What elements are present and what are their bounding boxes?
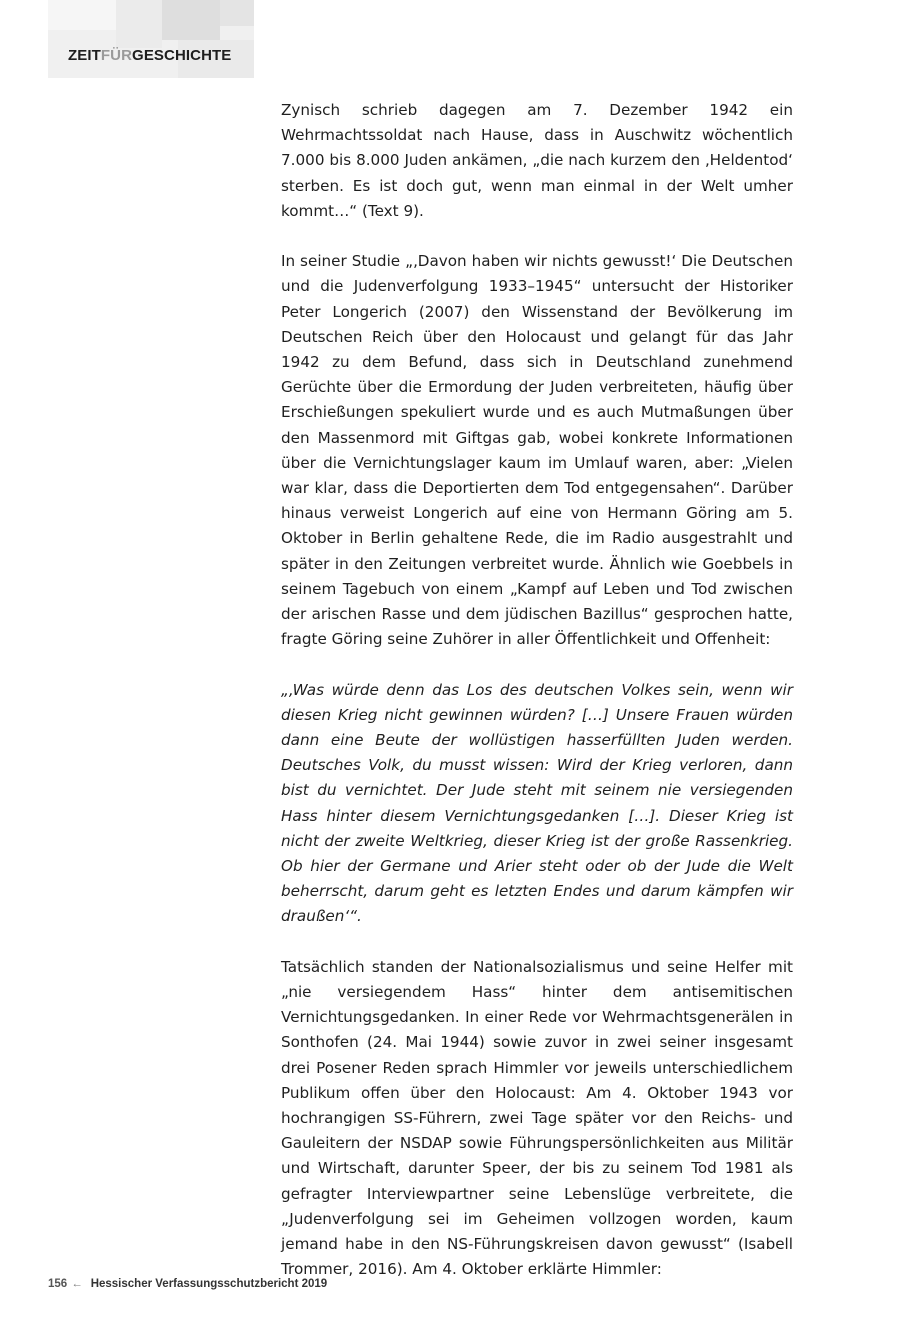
publication-title: Hessischer Verfassungsschutzbericht 2019	[90, 1278, 328, 1290]
header-tile	[162, 0, 220, 40]
arrow-left-icon: ←	[71, 1278, 83, 1290]
section-title	[68, 46, 231, 66]
paragraph: In seiner Studie „‚Davon haben wir nichts gewusst!‘ Die Deutschen und die Judenverfolgung 1933–1945“ untersucht der Historiker Peter Longerich (2007) den Wissenstand der Bevölkerung im Deutschen Reich über den Holocaust und gelangt für das Jahr 1942 zu dem Befund, dass sich in Deutschland zunehmend Gerüchte über die Ermordung der Juden verbreiteten, häufig über Erschießungen spekuliert wurde und es auch Mutmaßungen über den Massenmord mit Giftgas gab, wobei konkrete Informationen über die Vernichtungslager kaum im Umlauf waren, aber: „Vielen war klar, dass die Deportierten dem Tod entgegensahen“. Darüber hinaus verweist Longerich auf eine von Hermann Göring am 5. Oktober in Berlin gehaltene Rede, die im Radio ausgestrahlt und später in den Zeitungen verbreitet wurde. Ähnlich wie Goebbels in seinem Tagebuch von einem „Kampf auf Leben und Tod zwischen der arischen Rasse und dem jüdischen Bazillus“ gesprochen hatte, fragte Göring seine Zuhörer in aller Öffentlichkeit und Offenheit:	[281, 252, 793, 649]
header-tile	[116, 0, 162, 48]
paragraph: Tatsächlich standen der Nationalsozialismus und seine Helfer mit „nie versiegendem Hass“ hinter dem antisemitischen Vernichtungsgedanken. In einer Rede vor Wehrmachtsgenerälen in Sonthofen (24. Mai 1944) sowie zuvor in zwei seiner insgesamt drei Posener Reden sprach Himmler vor jeweils unterschiedlichem Publikum offen über den Holocaust: Am 4. Oktober 1943 vor hochrangigen SS-Führern, zwei Tage später vor den Reichs- und Gauleitern der NSDAP sowie Führungspersönlichkeiten aus Militär und Wirtschaft, darunter Speer, der bis zu seinem Tod 1981 als gefragter Interviewpartner seine Lebenslüge verbreitete, die „Judenverfolgung sei im Geheimen vollzogen worden, kaum jemand habe in den NS-Führungskreisen davon gewusst“ (Isabell Trommer, 2016). Am 4. Oktober erklärte Himmler:	[281, 957, 793, 1279]
paragraph: Zynisch schrieb dagegen am 7. Dezember 1942 ein Wehrmachtssoldat nach Hause, dass in Auschwitz wöchentlich 7.000 bis 8.000 Juden ankämen, „die nach kurzem den ‚Heldentod‘ sterben. Es ist doch gut, wenn man einmal in der Welt umher kommt…“ (Text 9).	[281, 101, 793, 220]
page-number: 156	[48, 1278, 68, 1290]
section-title-part2: FÜR	[100, 47, 133, 64]
section-header	[48, 0, 254, 78]
page-footer	[48, 1276, 327, 1292]
header-tile	[48, 0, 116, 30]
block-quote: „‚Was würde denn das Los des deutschen Volkes sein, wenn wir diesen Krieg nicht gewinnen würden? […] Unsere Frauen würden dann eine Beute der wollüstigen hasserfüllten Juden werden. Deutsches Volk, du musst wissen: Wird der Krieg verloren, dann bist du vernichtet. Der Jude steht mit seinem nie versiegenden Hass hinter diesem Vernichtungsgedanken […]. Dieser Krieg ist nicht der zweite Weltkrieg, dieser Krieg ist der große Rassenkrieg. Ob hier der Germane und Arier steht oder ob der Jude die Welt beherrscht, darum geht es letzten Endes und darum kämpfen wir draußen‘“.	[281, 680, 793, 926]
section-title-part1: ZEIT	[68, 47, 101, 64]
header-tile	[220, 0, 254, 26]
section-title-part3: GESCHICHTE	[132, 47, 232, 64]
body-text	[281, 98, 793, 1308]
